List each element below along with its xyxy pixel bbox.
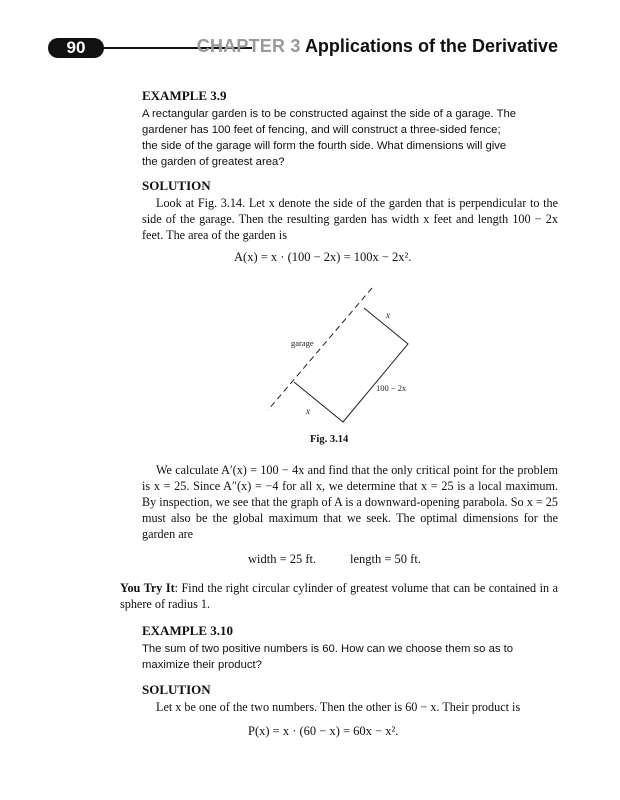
you-try-it-text	[120, 580, 558, 612]
chapter-title: Applications of the Derivative	[304, 36, 558, 56]
solution-intro: Look at Fig. 3.14. Let x denote the side of the garden that is perpendicular to the side of the garage. Then the resulting garden has width x feet and length 100 − 2x feet. The area of the garden is	[142, 196, 558, 242]
result-length: length = 50 ft.	[350, 552, 421, 566]
side-x-label-bottom: x	[306, 406, 310, 416]
example-heading: EXAMPLE 3.10	[142, 623, 233, 638]
result-width: width = 25 ft.	[248, 552, 317, 566]
solution-body	[142, 462, 558, 542]
you-try-it	[120, 580, 558, 612]
example-heading: EXAMPLE 3.9	[142, 88, 227, 103]
example-3-9-solution	[142, 178, 558, 243]
problem-line: the garden of greatest area?	[142, 156, 285, 168]
page-number: 90	[48, 38, 104, 58]
side-x-label-top: x	[386, 310, 390, 320]
problem-line: the side of the garage will form the fourth side. What dimensions will give	[142, 140, 507, 152]
you-try-it-body: : Find the right circular cylinder of greatest volume that can be contained in a sphere of radius 1.	[120, 581, 558, 611]
chapter-label: CHAPTER 3	[196, 36, 301, 56]
figure-caption: Fig. 3.14	[310, 434, 349, 445]
example-3-9-problem	[142, 106, 558, 170]
garage-label: garage	[291, 338, 314, 348]
solution-heading: SOLUTION	[142, 178, 211, 193]
fence-outline	[294, 308, 408, 422]
problem-line: The sum of two positive numbers is 60. How can we choose them so as to	[142, 643, 514, 655]
solution-heading: SOLUTION	[142, 682, 211, 697]
garden-figure	[0, 280, 620, 480]
problem-line: maximize their product?	[142, 659, 262, 671]
page-header	[48, 37, 560, 59]
solution-intro: Let x be one of the two numbers. Then the other is 60 − x. Their product is	[156, 700, 521, 714]
area-equation: A(x) = x · (100 − 2x) = 100x − 2x².	[234, 250, 412, 264]
garage-wall-dashed	[268, 288, 372, 410]
chapter-heading	[197, 36, 558, 57]
problem-line: A rectangular garden is to be constructed against the side of a garage. The	[142, 108, 517, 120]
example-3-10-heading-block	[142, 623, 558, 639]
length-label: 100 − 2x	[376, 383, 407, 393]
example-3-10-problem	[142, 641, 558, 673]
example-3-9-heading-block	[142, 88, 558, 104]
product-equation: P(x) = x · (60 − x) = 60x − x².	[248, 724, 399, 738]
solution-body-text: We calculate A′(x) = 100 − 4x and find that the only critical point for the problem is x = 25. Since A″(x) = −4 for all x, we determine that x = 25 is a local maximum. By inspection, we see that the graph of A is a downward-opening parabola. So x = 25 must also be the global maximum that we seek. The optimal dimensions for the garden are	[142, 463, 558, 541]
problem-line: gardener has 100 feet of fencing, and will construct a three-sided fence;	[142, 124, 501, 136]
you-try-it-label: You Try It	[120, 581, 175, 595]
example-3-10-solution	[142, 682, 558, 715]
